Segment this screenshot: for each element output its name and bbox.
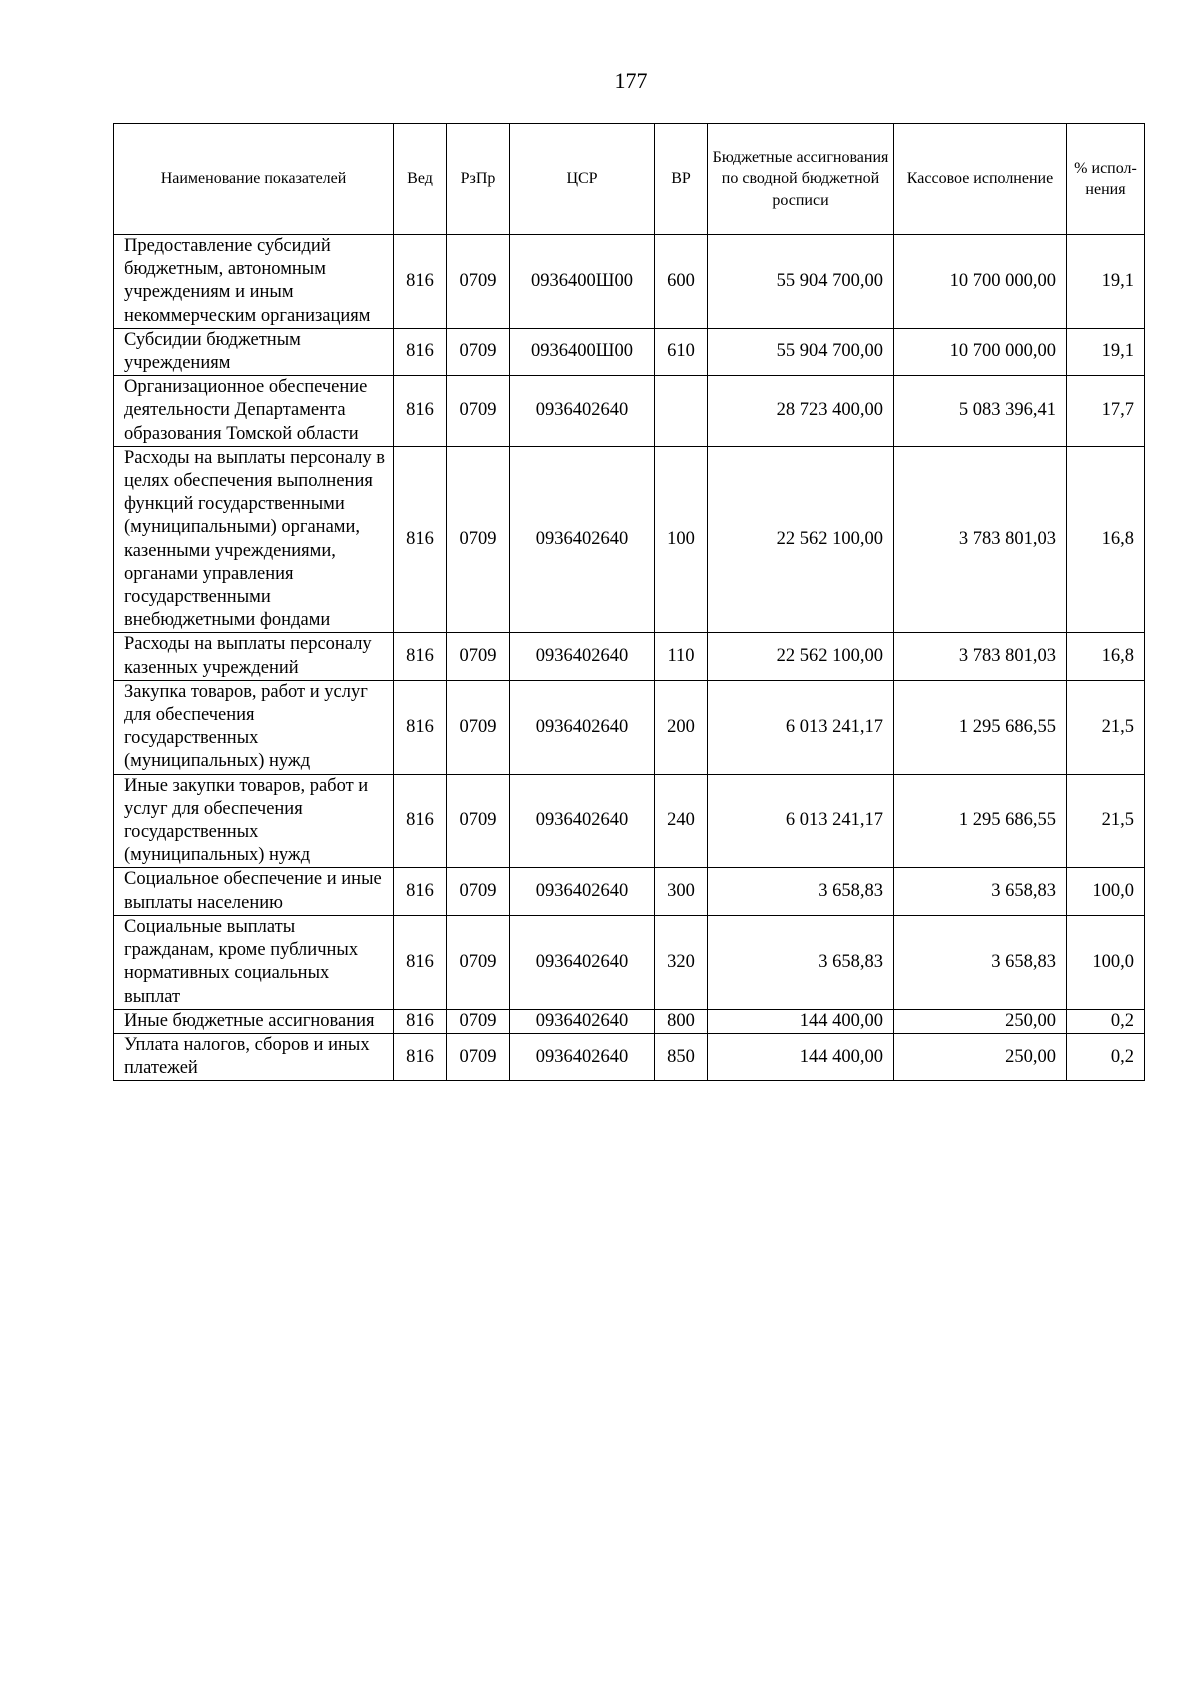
row-ved: 816: [394, 446, 447, 633]
row-ved: 816: [394, 1009, 447, 1033]
table-row: [114, 376, 1145, 447]
row-csr: 0936402640: [510, 868, 655, 915]
row-name: Уплата налогов, сборов и иных платежей: [114, 1033, 394, 1080]
row-rzpr: 0709: [447, 774, 510, 868]
row-ved: 816: [394, 633, 447, 680]
row-kass: 250,00: [894, 1033, 1067, 1080]
row-vr: 320: [655, 915, 708, 1009]
row-ved: 816: [394, 376, 447, 447]
row-kass: 3 658,83: [894, 915, 1067, 1009]
row-vr: 300: [655, 868, 708, 915]
row-vr: 100: [655, 446, 708, 633]
table-row: [114, 633, 1145, 680]
table-row: [114, 446, 1145, 633]
row-budget: 3 658,83: [708, 915, 894, 1009]
row-kass: 3 658,83: [894, 868, 1067, 915]
row-ved: 816: [394, 915, 447, 1009]
row-csr: 0936400Ш00: [510, 328, 655, 375]
row-ved: 816: [394, 774, 447, 868]
table-row: [114, 235, 1145, 329]
row-percent: 100,0: [1067, 868, 1145, 915]
budget-execution-table: [113, 123, 1145, 1081]
row-rzpr: 0709: [447, 915, 510, 1009]
row-percent: 16,8: [1067, 633, 1145, 680]
row-vr: 200: [655, 680, 708, 774]
row-name: Организационное обеспечение деятельности Департамента образования Томской области: [114, 376, 394, 447]
row-name: Социальное обеспечение и иные выплаты населению: [114, 868, 394, 915]
row-kass: 1 295 686,55: [894, 680, 1067, 774]
row-kass: 250,00: [894, 1009, 1067, 1033]
row-budget: 6 013 241,17: [708, 774, 894, 868]
table-row: [114, 868, 1145, 915]
row-budget: 28 723 400,00: [708, 376, 894, 447]
table-row: [114, 328, 1145, 375]
row-csr: 0936402640: [510, 376, 655, 447]
table-row: [114, 915, 1145, 1009]
row-vr: 110: [655, 633, 708, 680]
row-rzpr: 0709: [447, 1009, 510, 1033]
row-kass: 10 700 000,00: [894, 235, 1067, 329]
row-csr: 0936402640: [510, 774, 655, 868]
row-percent: 0,2: [1067, 1033, 1145, 1080]
row-ved: 816: [394, 680, 447, 774]
header-ved: Вед: [394, 124, 447, 235]
row-kass: 3 783 801,03: [894, 446, 1067, 633]
row-percent: 19,1: [1067, 328, 1145, 375]
row-csr: 0936402640: [510, 446, 655, 633]
row-rzpr: 0709: [447, 235, 510, 329]
table-row: [114, 1033, 1145, 1080]
row-rzpr: 0709: [447, 446, 510, 633]
row-budget: 144 400,00: [708, 1033, 894, 1080]
row-vr: 800: [655, 1009, 708, 1033]
row-csr: 0936402640: [510, 915, 655, 1009]
row-name: Социальные выплаты гражданам, кроме публичных нормативных социальных выплат: [114, 915, 394, 1009]
row-csr: 0936400Ш00: [510, 235, 655, 329]
row-ved: 816: [394, 235, 447, 329]
header-csr: ЦСР: [510, 124, 655, 235]
row-kass: 3 783 801,03: [894, 633, 1067, 680]
row-name: Иные бюджетные ассигнования: [114, 1009, 394, 1033]
row-kass: 5 083 396,41: [894, 376, 1067, 447]
row-percent: 0,2: [1067, 1009, 1145, 1033]
table-header-row: [114, 124, 1145, 235]
page-number: 177: [614, 68, 648, 93]
row-rzpr: 0709: [447, 1033, 510, 1080]
row-budget: 6 013 241,17: [708, 680, 894, 774]
row-csr: 0936402640: [510, 680, 655, 774]
row-percent: 17,7: [1067, 376, 1145, 447]
row-kass: 1 295 686,55: [894, 774, 1067, 868]
header-name: Наименование показателей: [114, 124, 394, 235]
row-ved: 816: [394, 1033, 447, 1080]
row-csr: 0936402640: [510, 1033, 655, 1080]
row-budget: 144 400,00: [708, 1009, 894, 1033]
header-budget-allocations: Бюджетные ассигнования по сводной бюджетной росписи: [708, 124, 894, 235]
row-percent: 21,5: [1067, 774, 1145, 868]
row-ved: 816: [394, 328, 447, 375]
row-name: Предоставление субсидий бюджетным, автономным учреждениям и иным некоммерческим организациям: [114, 235, 394, 329]
table-row: [114, 774, 1145, 868]
row-percent: 19,1: [1067, 235, 1145, 329]
table-body: [114, 235, 1145, 1081]
table-row: [114, 680, 1145, 774]
row-kass: 10 700 000,00: [894, 328, 1067, 375]
row-rzpr: 0709: [447, 328, 510, 375]
row-csr: 0936402640: [510, 633, 655, 680]
row-budget: 3 658,83: [708, 868, 894, 915]
row-rzpr: 0709: [447, 680, 510, 774]
row-vr: 600: [655, 235, 708, 329]
row-name: Расходы на выплаты персоналу в целях обеспечения выполнения функций государственными (муниципальными) органами, казенными учреждениями, органами управления государственными внебюджетными фондами: [114, 446, 394, 633]
row-csr: 0936402640: [510, 1009, 655, 1033]
header-vr: ВР: [655, 124, 708, 235]
row-vr: 850: [655, 1033, 708, 1080]
row-ved: 816: [394, 868, 447, 915]
row-percent: 21,5: [1067, 680, 1145, 774]
row-name: Иные закупки товаров, работ и услуг для обеспечения государственных (муниципальных) нужд: [114, 774, 394, 868]
table-row: [114, 1009, 1145, 1033]
row-name: Закупка товаров, работ и услуг для обеспечения государственных (муниципальных) нужд: [114, 680, 394, 774]
header-execution-percent: % испол-нения: [1067, 124, 1145, 235]
row-vr: [655, 376, 708, 447]
row-vr: 610: [655, 328, 708, 375]
row-vr: 240: [655, 774, 708, 868]
row-percent: 100,0: [1067, 915, 1145, 1009]
row-rzpr: 0709: [447, 868, 510, 915]
row-rzpr: 0709: [447, 633, 510, 680]
row-budget: 22 562 100,00: [708, 446, 894, 633]
row-rzpr: 0709: [447, 376, 510, 447]
row-budget: 22 562 100,00: [708, 633, 894, 680]
header-cash-execution: Кассовое исполнение: [894, 124, 1067, 235]
row-name: Субсидии бюджетным учреждениям: [114, 328, 394, 375]
row-budget: 55 904 700,00: [708, 328, 894, 375]
row-percent: 16,8: [1067, 446, 1145, 633]
header-rzpr: РзПр: [447, 124, 510, 235]
row-budget: 55 904 700,00: [708, 235, 894, 329]
row-name: Расходы на выплаты персоналу казенных учреждений: [114, 633, 394, 680]
